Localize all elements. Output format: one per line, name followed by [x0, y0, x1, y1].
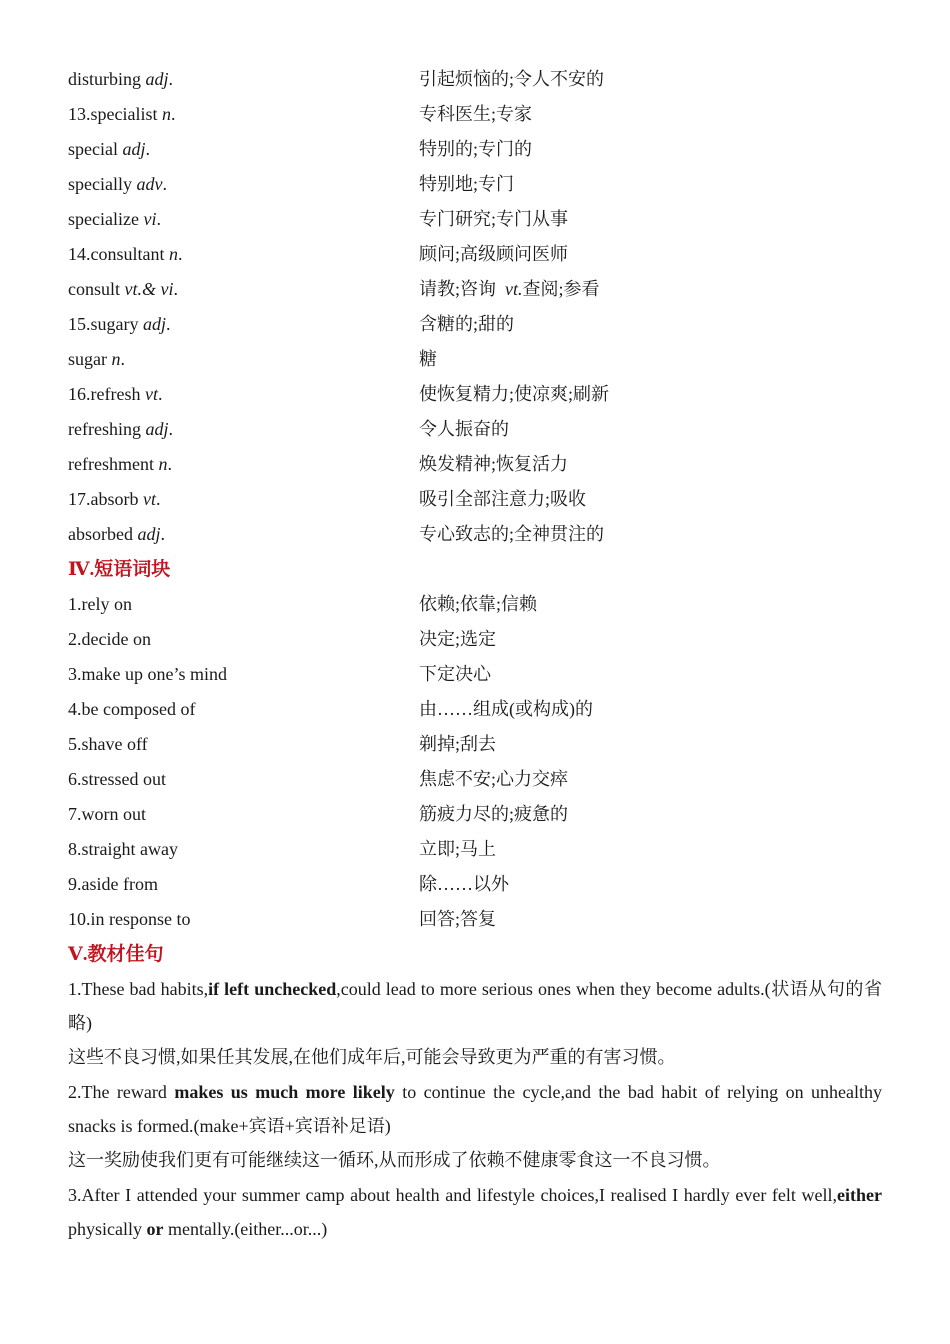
phrase-row	[68, 762, 882, 797]
phrase-row	[68, 657, 882, 692]
phrase-row	[68, 832, 882, 867]
phrase-zh: 除……以外	[419, 874, 509, 894]
phrase-row	[68, 727, 882, 762]
phrase-list	[68, 587, 882, 937]
sentence-2-zh: 这一奖励使我们更有可能继续这一循环,从而形成了依赖不健康零食这一不良习惯。	[68, 1150, 721, 1170]
phrase-zh: 下定决心	[419, 664, 491, 684]
vocab-meaning: 专门研究;专门从事	[419, 209, 569, 229]
phrase-en: 6.stressed out	[68, 769, 166, 789]
phrase-zh: 筋疲力尽的;疲惫的	[419, 804, 569, 824]
phrase-en: 1.rely on	[68, 594, 132, 614]
phrase-zh: 剃掉;刮去	[419, 734, 497, 754]
vocab-word: absorbed adj.	[68, 524, 165, 544]
vocab-word: 17.absorb vt.	[68, 489, 161, 509]
vocab-word: specialize vi.	[68, 209, 161, 229]
vocab-meaning: 令人振奋的	[419, 419, 509, 439]
phrase-zh: 决定;选定	[419, 629, 497, 649]
vocab-row	[68, 342, 882, 377]
phrase-row	[68, 692, 882, 727]
vocab-meaning: 专心致志的;全神贯注的	[419, 524, 604, 544]
vocab-row	[68, 167, 882, 202]
phrase-zh: 立即;马上	[419, 839, 497, 859]
phrase-zh: 由……组成(或构成)的	[419, 699, 593, 719]
phrase-en: 2.decide on	[68, 629, 151, 649]
vocab-meaning: 引起烦恼的;令人不安的	[419, 69, 604, 89]
phrase-en: 9.aside from	[68, 874, 158, 894]
vocab-meaning: 顾问;高级顾问医师	[419, 244, 569, 264]
vocab-word: special adj.	[68, 139, 150, 159]
phrase-en: 7.worn out	[68, 804, 146, 824]
vocab-meaning: 使恢复精力;使凉爽;刷新	[419, 384, 610, 404]
vocab-row	[68, 97, 882, 132]
vocab-word: 16.refresh vt.	[68, 384, 163, 404]
phrase-en: 10.in response to	[68, 909, 191, 929]
vocab-row	[68, 377, 882, 412]
phrase-row	[68, 622, 882, 657]
vocab-word: 15.sugary adj.	[68, 314, 171, 334]
phrase-en: 3.make up one’s mind	[68, 664, 227, 684]
vocab-word: specially adv.	[68, 174, 167, 194]
vocab-row	[68, 412, 882, 447]
vocab-word: consult vt.& vi.	[68, 279, 178, 299]
vocab-row	[68, 307, 882, 342]
vocab-word: 13.specialist n.	[68, 104, 176, 124]
phrase-en: 5.shave off	[68, 734, 148, 754]
phrase-row	[68, 797, 882, 832]
sentence-2-en: 2.The reward makes us much more likely to continue the cycle,and the bad habit of relying on unhealthy snacks is formed.(make+宾语+宾语补足语)	[68, 1082, 882, 1136]
vocab-meaning: 专科医生;专家	[419, 104, 533, 124]
vocab-row	[68, 237, 882, 272]
vocab-row	[68, 62, 882, 97]
phrase-row	[68, 867, 882, 902]
phrase-zh: 焦虑不安;心力交瘁	[419, 769, 569, 789]
vocab-word: 14.consultant n.	[68, 244, 183, 264]
phrase-zh: 回答;答复	[419, 909, 497, 929]
vocab-meaning: 含糖的;甜的	[419, 314, 515, 334]
vocab-word: sugar n.	[68, 349, 125, 369]
sentence-1-zh: 这些不良习惯,如果任其发展,在他们成年后,可能会导致更为严重的有害习惯。	[68, 1047, 676, 1067]
vocab-row	[68, 272, 882, 307]
section-heading-phrases: Ⅳ.短语词块	[68, 559, 171, 580]
vocab-word: refreshing adj.	[68, 419, 173, 439]
vocab-meaning: 特别地;专门	[419, 174, 515, 194]
vocab-row	[68, 132, 882, 167]
phrase-zh: 依赖;依靠;信赖	[419, 594, 538, 614]
sentence-1-en: 1.These bad habits,if left unchecked,could lead to more serious ones when they become adults.(状语从句的省略)	[68, 979, 882, 1033]
vocab-meaning: 请教;咨询 vt.查阅;参看	[419, 279, 600, 299]
vocab-row	[68, 482, 882, 517]
vocab-list	[68, 62, 882, 552]
vocab-row	[68, 517, 882, 552]
vocab-word: refreshment n.	[68, 454, 172, 474]
document-page	[68, 62, 882, 1246]
vocab-meaning: 焕发精神;恢复活力	[419, 454, 569, 474]
phrase-row	[68, 902, 882, 937]
sentence-3-en: 3.After I attended your summer camp about health and lifestyle choices,I realised I hardly ever felt well,either physically or mentally.(either...or...)	[68, 1185, 882, 1239]
section-heading-sentences: Ⅴ.教材佳句	[68, 944, 164, 965]
vocab-meaning: 吸引全部注意力;吸收	[419, 489, 587, 509]
vocab-row	[68, 202, 882, 237]
vocab-meaning: 糖	[419, 349, 437, 369]
phrase-en: 8.straight away	[68, 839, 178, 859]
phrase-en: 4.be composed of	[68, 699, 196, 719]
vocab-meaning: 特别的;专门的	[419, 139, 533, 159]
vocab-word: disturbing adj.	[68, 69, 174, 89]
vocab-row	[68, 447, 882, 482]
phrase-row	[68, 587, 882, 622]
